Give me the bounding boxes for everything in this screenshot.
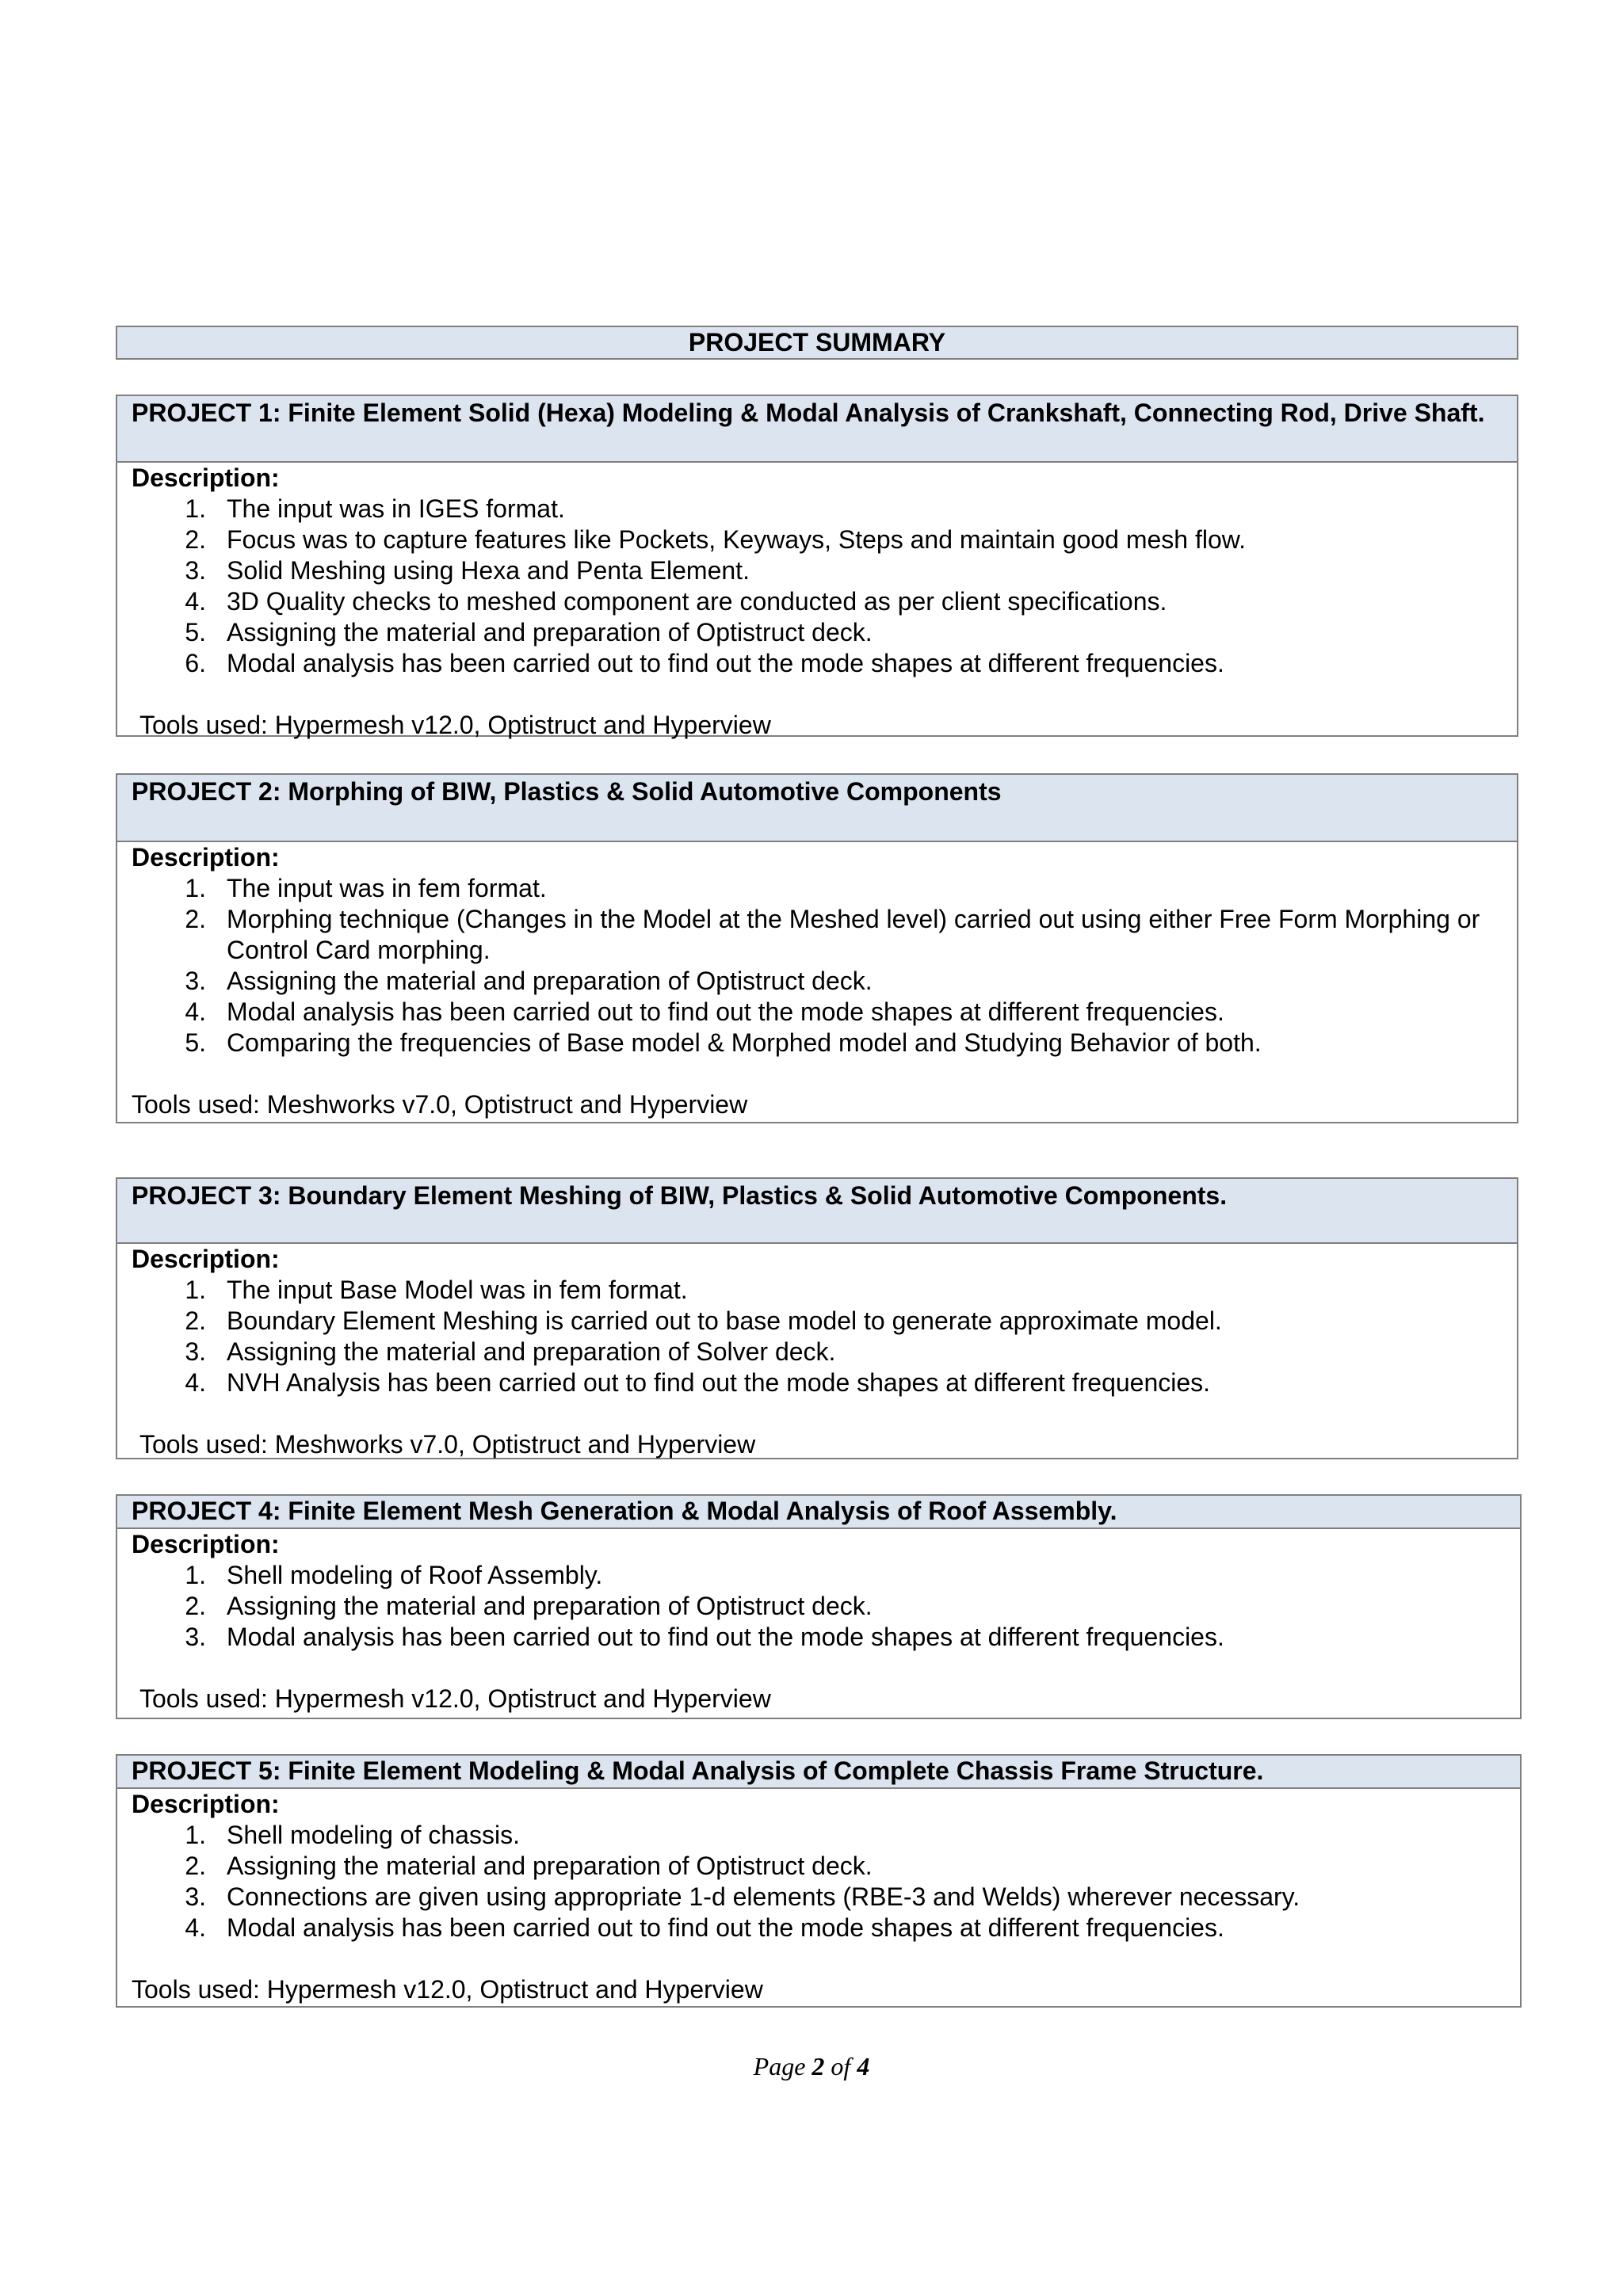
project-2-tools: Tools used: Meshworks v7.0, Optistruct and Hyperview (132, 1090, 748, 1119)
list-item: 3. Connections are given using appropriate 1-d elements (RBE-3 and Welds) wherever necessary. (185, 1882, 1300, 1911)
project-1-box (116, 395, 1518, 737)
list-item: 3. Assigning the material and preparation of Solver deck. (185, 1337, 836, 1366)
list-item: 1. Shell modeling of Roof Assembly. (185, 1561, 603, 1589)
list-item: 4. Modal analysis has been carried out to find out the mode shapes at different frequencies. (185, 997, 1224, 1026)
list-item: 2. Boundary Element Meshing is carried out to base model to generate approximate model. (185, 1306, 1222, 1335)
list-item: 1. The input was in fem format. (185, 874, 547, 902)
project-5-tools: Tools used: Hypermesh v12.0, Optistruct and Hyperview (132, 1975, 763, 2004)
list-item: 2. Focus was to capture features like Pockets, Keyways, Steps and maintain good mesh flow. (185, 525, 1246, 554)
project-4-box (116, 1494, 1522, 1719)
project-4-description-label: Description: (132, 1530, 280, 1558)
project-3-list (132, 1275, 1517, 1398)
project-5-list (132, 1820, 1520, 1943)
list-item: 1. The input Base Model was in fem format. (185, 1276, 688, 1304)
page-total: 4 (857, 2052, 870, 2081)
project-2-box (116, 773, 1518, 1123)
project-4-list (132, 1560, 1520, 1653)
of-word: of (831, 2052, 851, 2081)
page-word: Page (753, 2052, 806, 2081)
list-item: 2. Assigning the material and preparation of Optistruct deck. (185, 1592, 873, 1620)
list-item: 4. NVH Analysis has been carried out to find out the mode shapes at different frequencies. (185, 1368, 1211, 1397)
project-3-tools: Tools used: Meshworks v7.0, Optistruct and Hyperview (139, 1430, 756, 1459)
project-2-list (132, 873, 1517, 1058)
list-item: 3. Modal analysis has been carried out to find out the mode shapes at different frequencies. (185, 1623, 1224, 1651)
project-1-title: PROJECT 1: Finite Element Solid (Hexa) Modeling & Modal Analysis of Crankshaft, Connecting Rod, Drive Shaft. (117, 396, 1517, 463)
list-item: 4. 3D Quality checks to meshed component are conducted as per client specifications. (185, 587, 1167, 616)
list-item: 4. Modal analysis has been carried out to find out the mode shapes at different frequencies. (185, 1913, 1224, 1942)
project-3-description-label: Description: (132, 1245, 280, 1273)
project-2-title: PROJECT 2: Morphing of BIW, Plastics & Solid Automotive Components (117, 775, 1517, 842)
page-footer (0, 2052, 1623, 2081)
list-item: 3. Assigning the material and preparation of Optistruct deck. (185, 967, 873, 995)
list-item: 6. Modal analysis has been carried out to find out the mode shapes at different frequencies. (185, 649, 1224, 677)
project-1-tools: Tools used: Hypermesh v12.0, Optistruct and Hyperview (139, 711, 771, 739)
list-item: 3. Solid Meshing using Hexa and Penta Element. (185, 556, 750, 585)
list-item: 1. Shell modeling of chassis. (185, 1821, 520, 1849)
project-4-tools: Tools used: Hypermesh v12.0, Optistruct and Hyperview (139, 1684, 771, 1713)
project-1-description-label: Description: (132, 463, 280, 492)
list-item: 5. Comparing the frequencies of Base model & Morphed model and Studying Behavior of both. (185, 1028, 1262, 1057)
list-item: 2. Morphing technique (Changes in the Model at the Meshed level) carried out using either Free Form Morphing or Control Card morphing. (185, 905, 1480, 964)
list-item: 1. The input was in IGES format. (185, 494, 565, 523)
page-current: 2 (812, 2052, 825, 2081)
project-5-title: PROJECT 5: Finite Element Modeling & Modal Analysis of Complete Chassis Frame Structure. (117, 1756, 1520, 1789)
project-5-description-label: Description: (132, 1790, 280, 1818)
project-1-list (132, 494, 1517, 679)
project-4-title: PROJECT 4: Finite Element Mesh Generation & Modal Analysis of Roof Assembly. (117, 1496, 1520, 1529)
list-item: 5. Assigning the material and preparation of Optistruct deck. (185, 618, 873, 646)
list-item: 2. Assigning the material and preparation of Optistruct deck. (185, 1852, 873, 1880)
project-5-box (116, 1754, 1522, 2008)
project-3-box (116, 1177, 1518, 1459)
project-summary-heading: PROJECT SUMMARY (116, 326, 1518, 360)
project-2-description-label: Description: (132, 843, 280, 871)
project-3-title: PROJECT 3: Boundary Element Meshing of BIW, Plastics & Solid Automotive Components. (117, 1179, 1517, 1244)
